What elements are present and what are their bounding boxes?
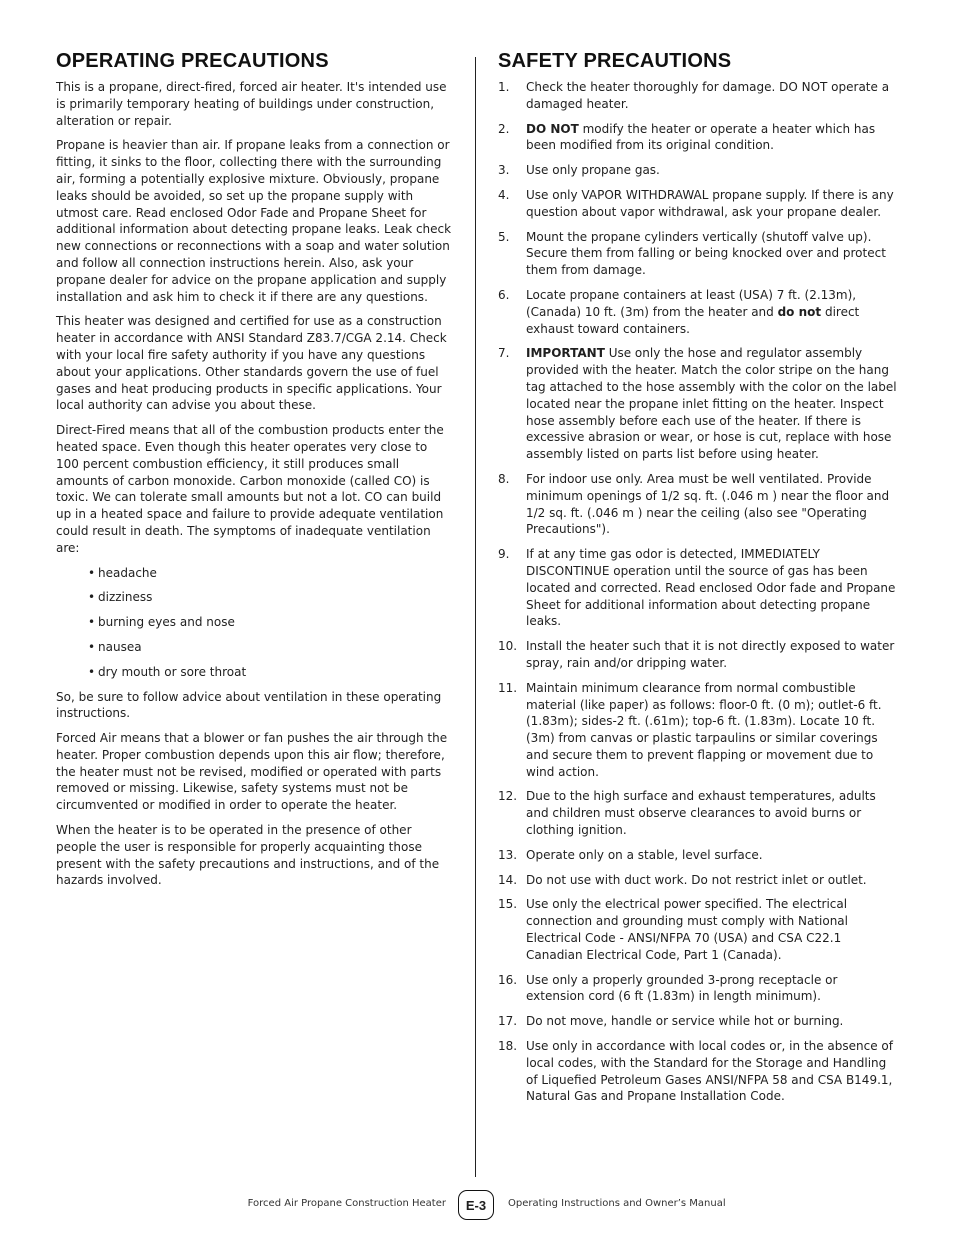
safety-item [498, 162, 898, 179]
safety-item-emphasis: do not [777, 304, 822, 319]
safety-item-number: 1. [498, 80, 510, 94]
safety-item [498, 847, 898, 864]
safety-item [498, 788, 898, 838]
list-item [88, 639, 452, 656]
symptom-label: burning eyes and nose [98, 615, 235, 630]
bullet-icon: • [88, 565, 96, 580]
symptom-list [56, 565, 452, 681]
safety-item-number: 9. [498, 547, 510, 562]
safety-item-text: Use only the electrical power specified. The electrical connection and grounding must comply with National Electrical Code - ANSI/NFPA 70 (USA) and CSA C22.1 Canadian Electrical Code, Part 1 (Canada). [526, 897, 848, 962]
safety-item [498, 972, 898, 1006]
safety-item-number: 10. [498, 639, 518, 654]
safety-item-text: Operate only on a stable, level surface. [526, 847, 763, 862]
safety-list [498, 79, 898, 1105]
safety-item-number: 14. [498, 872, 518, 887]
safety-item [498, 896, 898, 963]
paragraph-direct-fired: Direct-Fired means that all of the combustion products enter the heated space. Even though this heater operates very close to 100 percent combustion efficiency, it still produces small amounts of carbon monoxide. Carbon monoxide (called CO) is toxic. We can tolerate small amounts but not a lot. CO can build up in a heated space and failure to provide adequate ventilation could result in death. The symptoms of inadequate ventilation are: [56, 423, 444, 555]
safety-item-text: modify the heater or operate a heater which has been modified from its original condition. [526, 121, 876, 153]
safety-item-number: 3. [498, 163, 510, 178]
safety-item-number: 7. [498, 346, 510, 361]
safety-item [498, 471, 898, 538]
paragraph-ventilation-advice: So, be sure to follow advice about ventilation in these operating instructions. [56, 689, 442, 721]
column-divider [475, 57, 476, 1177]
safety-item [498, 680, 898, 781]
operating-precautions-title: OPERATING PRECAUTIONS [56, 50, 329, 72]
safety-item-text: Check the heater thoroughly for damage. DO NOT operate a damaged heater. [526, 80, 890, 111]
safety-item-text: Use only a properly grounded 3-prong receptacle or extension cord (6 ft (1.83m) in length minimum). [526, 972, 838, 1004]
safety-item [498, 187, 898, 221]
safety-item-text: Mount the propane cylinders vertically (shutoff valve up). Secure them from falling or being knocked over and protect them from damage. [526, 229, 886, 278]
safety-item-number: 5. [498, 229, 510, 244]
safety-item [498, 121, 898, 155]
safety-item-number: 15. [498, 897, 518, 912]
safety-item-number: 12. [498, 789, 518, 804]
safety-item-text: Use only the hose and regulator assembly provided with the heater. Match the color stripe on the hang tag attached to the hose assembly with the color on the label located near the propane inlet fitting on the heater. Inspect hose assembly before each use of the heater. If there is excessive abrasion or wear, or hose is cut, replace with hose assembly listed on parts list before using heater. [526, 346, 897, 462]
safety-item [498, 872, 898, 889]
safety-item-text: Due to the high surface and exhaust temperatures, adults and children must observe clearances to avoid burns or clothing ignition. [526, 789, 876, 838]
safety-precautions-title: SAFETY PRECAUTIONS [498, 50, 732, 72]
safety-item-text: Install the heater such that it is not directly exposed to water spray, rain and/or dripping water. [526, 639, 895, 670]
bullet-icon: • [88, 664, 96, 679]
bullet-icon: • [88, 590, 96, 605]
list-item [88, 664, 452, 681]
page-footer [0, 1190, 954, 1222]
safety-item [498, 79, 898, 113]
bullet-icon: • [88, 639, 96, 654]
paragraph-user-responsibility: When the heater is to be operated in the presence of other people the user is responsible for properly acquainting those present with the safety precautions and instructions, and of the hazards involved. [56, 823, 440, 888]
safety-item-number: 11. [498, 680, 518, 695]
safety-item-number: 16. [498, 972, 518, 987]
safety-item-text: direct exhaust toward containers. [526, 304, 860, 336]
operating-precautions-section [56, 50, 452, 897]
safety-item-number: 6. [498, 287, 510, 302]
footer-product-name: Forced Air Propane Construction Heater [247, 1198, 446, 1209]
safety-item [498, 229, 898, 279]
safety-item [498, 638, 898, 672]
safety-item-number: 2. [498, 121, 510, 136]
paragraph-intended-use: This is a propane, direct-fired, forced air heater. It's intended use is primarily temporary heating of buildings under construction, alteration or repair. [56, 80, 447, 128]
symptom-label: dizziness [98, 590, 153, 605]
safety-item [498, 546, 898, 630]
symptom-label: headache [98, 565, 157, 580]
symptom-label: dry mouth or sore throat [98, 664, 247, 679]
safety-item-text: If at any time gas odor is detected, IMMEDIATELY DISCONTINUE operation until the source of gas has been located and corrected. Read enclosed Odor fade and Propane Sheet for additional information about detecting propane leaks. [526, 547, 896, 629]
paragraph-certification: This heater was designed and certified for use as a construction heater in accordance with ANSI Standard Z83.7/CGA 2.14. Check with your local fire safety authority if you have any questions about your applications. Other standards govern the use of fuel gases and heat producing products in specific applications. Your local authority can advise you about these. [56, 314, 447, 413]
safety-item-text: Maintain minimum clearance from normal combustible material (like paper) as follows: floor-0 ft. (0 m); outlet-6 ft. (1.83m); sides-2 ft. (.61m); top-6 ft. (1.83m). Locate 10 ft. (3m) from canvas or plastic tarpaulins or similar coverings and secure them to prevent flapping or movement due to wind action. [526, 680, 882, 779]
bullet-icon: • [88, 615, 96, 630]
safety-item-text: Do not move, handle or service while hot or burning. [526, 1014, 844, 1029]
safety-precautions-section [498, 50, 898, 1113]
safety-item-number: 4. [498, 187, 510, 202]
safety-item-text: For indoor use only. Area must be well ventilated. Provide minimum openings of 1/2 sq. ft. (.046 m ) near the floor and 1/2 sq. ft. (.046 m ) near the ceiling (also see "Operating Precautions"). [526, 471, 890, 537]
list-item [88, 589, 452, 606]
safety-item-emphasis: DO NOT [526, 121, 579, 136]
safety-item [498, 1013, 898, 1030]
safety-item-number: 13. [498, 847, 518, 862]
safety-item [498, 345, 898, 463]
safety-item-emphasis: IMPORTANT [526, 346, 605, 361]
safety-item-text: Use only in accordance with local codes or, in the absence of local codes, with the Standard for the Storage and Handling of Liquefied Petroleum Gases ANSI/NFPA 58 and CSA B149.1, Natural Gas and Propane Installation Code. [526, 1039, 893, 1104]
safety-item-text: Use only propane gas. [526, 163, 660, 178]
safety-item-text: Use only VAPOR WITHDRAWAL propane supply. If there is any question about vapor withdrawal, ask your propane dealer. [526, 187, 894, 219]
paragraph-forced-air: Forced Air means that a blower or fan pushes the air through the heater. Proper combustion depends upon this air flow; therefore, the heater must not be revised, modified or operated with parts removed or missing. Likewise, safety systems must not be circumvented or modified in order to operate the heater. [56, 731, 448, 813]
safety-item-number: 17. [498, 1014, 518, 1029]
paragraph-propane-heavier: Propane is heavier than air. If propane leaks from a connection or fitting, it sinks to the floor, collecting there with the surrounding air, forming a potentially explosive mixture. Obviously, propane leaks should be avoided, so set up the propane supply with utmost care. Read enclosed Odor Fade and Propane Sheet for additional information about detecting propane leaks. Leak check new connections or reconnections with a soap and water solution and follow all connection instructions herein. Also, ask your propane dealer for advice on the propane application and supply installation and ask him to check it if there are any questions. [56, 138, 452, 304]
safety-item-number: 18. [498, 1039, 518, 1054]
symptom-label: nausea [98, 639, 142, 654]
safety-item [498, 1038, 898, 1105]
list-item [88, 565, 452, 582]
footer-manual-title: Operating Instructions and Owner’s Manual [508, 1198, 726, 1209]
page-number-badge: E-3 [458, 1190, 494, 1220]
safety-item-number: 8. [498, 471, 510, 486]
safety-item-text: Locate propane containers at least (USA) 7 ft. (2.13m), (Canada) 10 ft. (3m) from the heater and [526, 287, 857, 319]
safety-item-text: Do not use with duct work. Do not restrict inlet or outlet. [526, 872, 867, 887]
safety-item [498, 287, 898, 337]
list-item [88, 614, 452, 631]
